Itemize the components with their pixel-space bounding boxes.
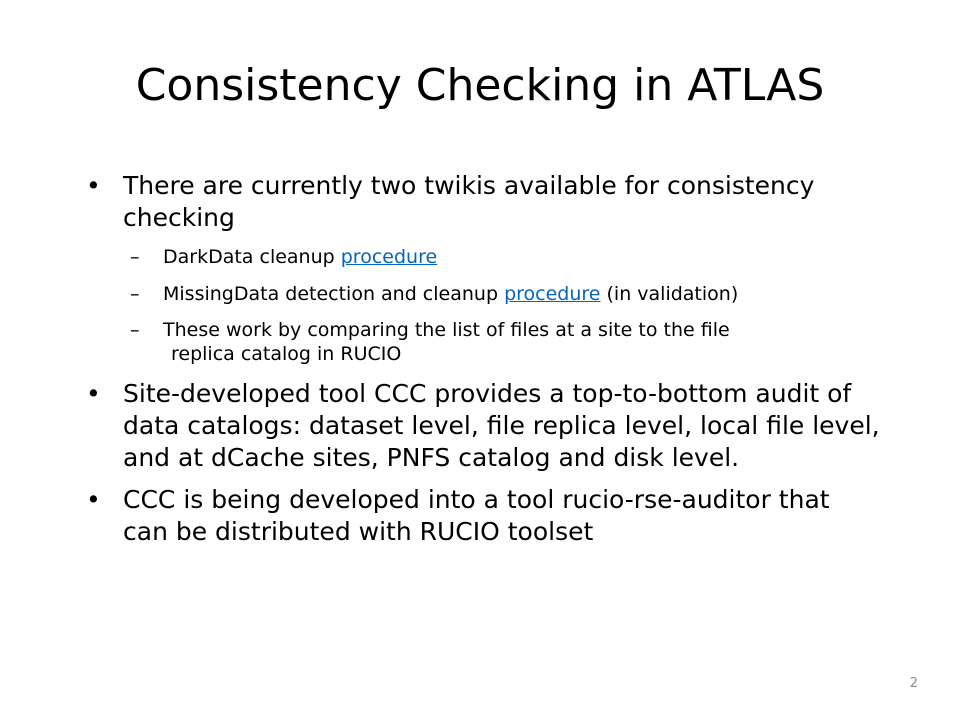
- bullet-2: [71, 378, 941, 474]
- slide-title: Consistency Checking in ATLAS: [135, 60, 825, 111]
- missingdata-procedure-link[interactable]: procedure: [504, 283, 601, 305]
- bullet-2-line-1: Site-developed tool CCC provides a top-to-bottom audit of: [123, 379, 852, 408]
- darkdata-procedure-link[interactable]: procedure: [340, 246, 438, 268]
- bullet-2-text: [123, 378, 880, 474]
- bullet-2-line-3: and at dCache sites, PNFS catalog and disk level.: [123, 443, 740, 472]
- bullet-1-text: [123, 170, 814, 234]
- sub-bullet-3-line-2: replica catalog in RUCIO: [171, 343, 402, 365]
- bullet-mark: •: [86, 485, 101, 514]
- bullet-3-line-1: CCC is being developed into a tool rucio-rse-auditor that: [123, 485, 830, 514]
- sub-bullet-2-text: [163, 282, 738, 306]
- bullet-2-line-2: data catalogs: dataset level, file replica level, local file level,: [123, 411, 880, 440]
- bullet-1-line-2: checking: [123, 203, 235, 232]
- dash-mark: –: [130, 246, 140, 268]
- bullet-3-text: [123, 484, 830, 548]
- bullet-3: [71, 484, 931, 548]
- sub-bullet-3-line-1: These work by comparing the list of files at a site to the file: [163, 319, 730, 341]
- page-number: 2: [909, 676, 918, 691]
- sub-bullet-2-suffix: (in validation): [600, 283, 739, 305]
- sub-bullet-1-prefix: DarkData cleanup: [163, 246, 341, 268]
- bullet-3-line-2: can be distributed with RUCIO toolset: [123, 517, 594, 546]
- bullet-1: [71, 170, 931, 234]
- bullet-mark: •: [86, 171, 101, 200]
- sub-bullet-1: [130, 245, 890, 269]
- sub-bullet-3: [130, 318, 910, 366]
- dash-mark: –: [130, 283, 140, 305]
- dash-mark: –: [130, 319, 140, 341]
- sub-bullet-3-text: [163, 318, 730, 366]
- bullet-1-line-1: There are currently two twikis available for consistency: [123, 171, 815, 200]
- bullet-mark: •: [86, 379, 101, 408]
- sub-bullet-2: [130, 282, 910, 306]
- sub-bullet-1-text: [163, 245, 437, 269]
- sub-bullet-2-prefix: MissingData detection and cleanup: [163, 283, 505, 305]
